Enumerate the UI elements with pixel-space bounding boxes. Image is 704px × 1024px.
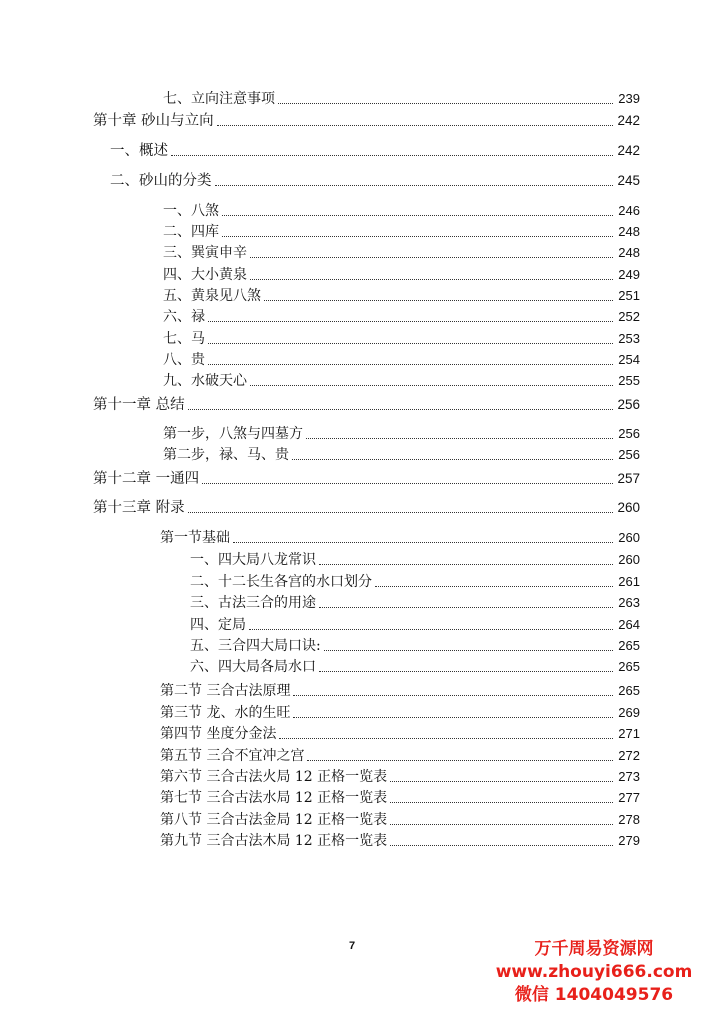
toc-entry-title: 五、三合四大局口诀:	[190, 638, 321, 654]
toc-entry-title: 七、马	[163, 331, 205, 347]
toc-entry-page: 271	[618, 726, 640, 741]
toc-dot-leader	[390, 780, 613, 782]
toc-entry-page: 260	[618, 530, 640, 545]
toc-entry-title: 七、立向注意事项	[163, 91, 275, 107]
toc-entry-page: 245	[617, 173, 640, 188]
watermark-wechat: 微信 1404049576	[514, 985, 674, 1005]
toc-entry-title: 六、禄	[163, 309, 205, 325]
toc-entry-page: 249	[618, 267, 640, 282]
toc-entry	[163, 200, 640, 220]
toc-dot-leader	[250, 278, 613, 280]
toc-entry-title: 第二节 三合古法原理	[160, 683, 291, 699]
toc-entry-page: 278	[618, 812, 640, 827]
toc-entry-page: 265	[618, 683, 640, 698]
toc-entry	[163, 328, 640, 348]
toc-dot-leader	[202, 482, 613, 484]
toc-entry-page: 279	[618, 833, 640, 848]
toc-entry-title: 一、八煞	[163, 203, 219, 219]
toc-entry-page: 255	[618, 373, 640, 388]
toc-entry-page: 260	[617, 500, 640, 515]
toc-entry-page: 272	[618, 748, 640, 763]
toc-entry-page: 277	[618, 790, 640, 805]
toc-entry-title: 三、古法三合的用途	[190, 595, 316, 611]
toc-dot-leader	[222, 235, 613, 237]
toc-dot-leader	[390, 801, 613, 803]
toc-entry	[163, 264, 640, 284]
toc-entry-page: 253	[618, 331, 640, 346]
toc-entry	[93, 394, 640, 414]
toc-entry	[163, 306, 640, 326]
toc-entry-title: 第四节 坐度分金法	[160, 726, 277, 742]
toc-entry	[163, 242, 640, 262]
toc-entry-title: 第十一章 总结	[93, 397, 185, 413]
toc-dot-leader	[292, 458, 613, 460]
toc-entry	[163, 423, 640, 443]
toc-entry-title: 五、黄泉见八煞	[163, 288, 261, 304]
toc-entry-page: 260	[618, 552, 640, 567]
toc-entry	[163, 349, 640, 369]
toc-dot-leader	[293, 716, 613, 718]
toc-dot-leader	[188, 511, 613, 513]
toc-entry-page: 265	[618, 638, 640, 653]
toc-entry-title: 二、砂山的分类	[110, 173, 212, 189]
toc-entry-page: 256	[618, 426, 640, 441]
toc-entry-title: 第七节 三合古法水局 12 正格一览表	[160, 790, 388, 806]
toc-entry-page: 242	[617, 143, 640, 158]
toc-entry	[160, 723, 640, 743]
page-number: 7	[348, 940, 356, 952]
toc-entry-title: 八、贵	[163, 352, 205, 368]
toc-entry-title: 第十章 砂山与立向	[93, 113, 214, 129]
toc-dot-leader	[215, 184, 614, 186]
toc-entry	[190, 592, 640, 612]
toc-entry-page: 263	[618, 595, 640, 610]
toc-dot-leader	[188, 408, 613, 410]
toc-entry-title: 四、定局	[190, 617, 246, 633]
toc-entry	[110, 140, 640, 160]
toc-dot-leader	[264, 299, 613, 301]
toc-entry	[93, 110, 640, 130]
toc-dot-leader	[249, 628, 613, 630]
toc-entry-title: 一、概述	[110, 143, 168, 159]
toc-dot-leader	[319, 670, 613, 672]
toc-dot-leader	[306, 437, 613, 439]
toc-entry	[110, 170, 640, 190]
toc-entry-page: 256	[617, 397, 640, 412]
toc-entry-title: 六、四大局各局水口	[190, 659, 316, 675]
toc-dot-leader	[222, 214, 613, 216]
toc-entry-page: 251	[618, 288, 640, 303]
toc-entry-page: 239	[618, 91, 640, 106]
toc-entry-title: 第八节 三合古法金局 12 正格一览表	[160, 812, 388, 828]
toc-dot-leader	[319, 563, 613, 565]
toc-entry-page: 254	[618, 352, 640, 367]
toc-entry-title: 第六节 三合古法火局 12 正格一览表	[160, 769, 388, 785]
toc-entry-title: 第一节基础	[160, 530, 230, 546]
toc-entry-page: 269	[618, 705, 640, 720]
toc-dot-leader	[208, 342, 613, 344]
toc-dot-leader	[390, 844, 613, 846]
toc-entry	[163, 221, 640, 241]
toc-dot-leader	[208, 320, 613, 322]
toc-entry	[190, 549, 640, 569]
toc-entry-title: 第十三章 附录	[93, 500, 185, 516]
toc-entry-page: 264	[618, 617, 640, 632]
toc-entry	[163, 285, 640, 305]
toc-entry	[163, 370, 640, 390]
toc-entry-title: 二、十二长生各宫的水口划分	[190, 574, 372, 590]
toc-entry-title: 三、巽寅申辛	[163, 245, 247, 261]
toc-entry	[163, 444, 640, 464]
toc-entry-page: 257	[617, 471, 640, 486]
toc-entry-page: 265	[618, 659, 640, 674]
toc-entry	[160, 766, 640, 786]
toc-dot-leader	[208, 363, 613, 365]
toc-entry	[190, 614, 640, 634]
toc-dot-leader	[324, 649, 613, 651]
toc-entry	[190, 656, 640, 676]
toc-entry	[163, 88, 640, 108]
toc-entry-title: 四、大小黄泉	[163, 267, 247, 283]
toc-entry	[190, 571, 640, 591]
toc-entry-title: 九、水破天心	[163, 373, 247, 389]
toc-dot-leader	[307, 759, 613, 761]
toc-dot-leader	[279, 737, 613, 739]
toc-entry-title: 二、四库	[163, 224, 219, 240]
toc-entry	[160, 809, 640, 829]
toc-dot-leader	[278, 102, 613, 104]
toc-dot-leader	[233, 541, 613, 543]
toc-entry	[160, 680, 640, 700]
toc-entry	[190, 635, 640, 655]
watermark	[486, 938, 702, 1007]
toc-entry-page: 261	[618, 574, 640, 589]
toc-dot-leader	[293, 694, 613, 696]
toc-dot-leader	[250, 256, 613, 258]
toc-entry	[93, 497, 640, 517]
toc-entry-title: 一、四大局八龙常识	[190, 552, 316, 568]
toc-entry-page: 252	[618, 309, 640, 324]
toc-entry-page: 256	[618, 447, 640, 462]
toc-entry-title: 第十二章 一通四	[93, 471, 200, 487]
toc-entry-title: 第三节 龙、水的生旺	[160, 705, 291, 721]
toc-dot-leader	[390, 823, 613, 825]
toc-entry	[160, 787, 640, 807]
toc-entry	[160, 745, 640, 765]
toc-dot-leader	[375, 585, 613, 587]
toc-entry-title: 第一步，八煞与四墓方	[163, 426, 303, 442]
toc-entry	[160, 527, 640, 547]
toc-entry-page: 248	[618, 245, 640, 260]
toc-entry-page: 273	[618, 769, 640, 784]
watermark-url: www.zhouyi666.com	[495, 962, 693, 982]
toc-entry-page: 248	[618, 224, 640, 239]
toc-entry	[160, 702, 640, 722]
toc-entry-title: 第五节 三合不宜冲之宫	[160, 748, 305, 764]
toc-entry-title: 第二步，禄、马、贵	[163, 447, 289, 463]
toc-dot-leader	[217, 124, 613, 126]
toc-entry-title: 第九节 三合古法木局 12 正格一览表	[160, 833, 388, 849]
toc-entry-page: 242	[617, 113, 640, 128]
watermark-site-name: 万千周易资源网	[534, 939, 654, 959]
toc-dot-leader	[171, 154, 613, 156]
toc-entry	[160, 830, 640, 850]
toc-dot-leader	[250, 384, 613, 386]
toc-entry-page: 246	[618, 203, 640, 218]
toc-entry	[93, 468, 640, 488]
toc-dot-leader	[319, 606, 613, 608]
